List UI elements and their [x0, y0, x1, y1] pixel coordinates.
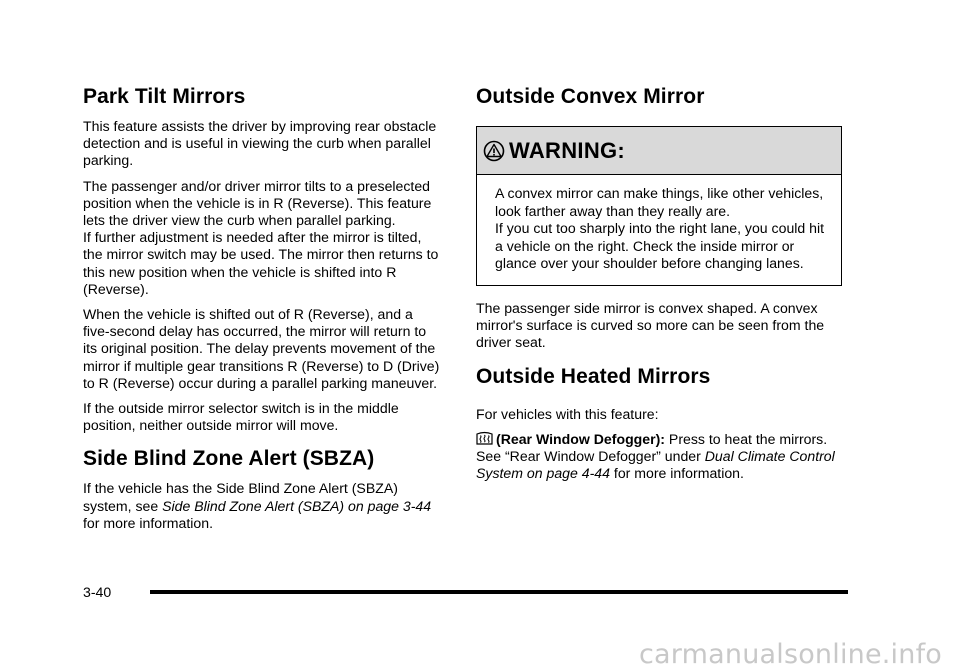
sbza-text-before: If the vehicle has the Side Blind Zone Alert (SBZA) system, see: [83, 480, 398, 514]
heated-heading: Outside Heated Mirrors: [476, 364, 711, 388]
sbza-paragraph: [83, 480, 443, 532]
heated-paragraph: [476, 431, 842, 483]
heated-intro: For vehicles with this feature:: [476, 405, 659, 422]
warning-line-2: If you cut too sharply into the right lane, you could hit a vehicle on the right. Check the inside mirror or glance over your shoulder before changing lanes.: [495, 220, 825, 272]
defogger-label: (Rear Window Defogger):: [496, 430, 665, 447]
sbza-text-after: for more information.: [83, 514, 214, 531]
footer-rule: [150, 590, 848, 594]
watermark: carmanualsonline.info: [639, 639, 942, 670]
warning-title: WARNING:: [509, 137, 626, 163]
rear-window-defogger-icon: [476, 431, 493, 446]
warning-header: [477, 127, 841, 175]
sbza-page-link[interactable]: Side Blind Zone Alert (SBZA) on page 3-44: [162, 497, 432, 514]
park-tilt-paragraph-2a: The passenger and/or driver mirror tilts to a preselected position when the vehicle is in R (Reverse). This feature lets the driver view the curb when parallel parking.: [83, 177, 432, 229]
warning-body: [477, 175, 841, 285]
sbza-heading: Side Blind Zone Alert (SBZA): [83, 447, 375, 471]
convex-heading: Outside Convex Mirror: [476, 85, 705, 108]
park-tilt-paragraph-2b: If further adjustment is needed after the mirror is tilted, the mirror switch may be used. The mirror then returns to this new position when the vehicle is shifted into R (Reverse).: [83, 229, 439, 297]
right-column: [476, 84, 842, 490]
climate-control-page-link[interactable]: Dual Climate Control System on page 4-44: [476, 447, 835, 482]
convex-body: The passenger side mirror is convex shaped. A convex mirror's surface is curved so more can be seen from the driver seat.: [476, 299, 825, 351]
heated-text-after: for more information.: [609, 465, 744, 482]
heated-text-before: Press to heat the mirrors. See “Rear Window Defogger” under: [476, 430, 828, 464]
park-tilt-heading: Park Tilt Mirrors: [83, 85, 246, 108]
page-number: 3-40: [83, 584, 112, 600]
warning-line-1: A convex mirror can make things, like other vehicles, look farther away than they really are.: [495, 185, 824, 219]
warning-box: [476, 126, 842, 286]
park-tilt-paragraph-3: When the vehicle is shifted out of R (Reverse), and a five-second delay has occurred, the mirror will return to its original position. The delay prevents movement of the mirror if multiple gear transitions R (Reverse) to D (Drive) to R (Reverse) occur during a parallel parking maneuver.: [83, 306, 440, 391]
park-tilt-paragraph-1: This feature assists the driver by improving rear obstacle detection and is useful in viewing the curb when parallel parking.: [83, 118, 437, 169]
warning-triangle-icon: [483, 140, 505, 162]
left-column: [83, 84, 443, 540]
park-tilt-paragraph-4: If the outside mirror selector switch is in the middle position, neither outside mirror will move.: [83, 400, 399, 434]
park-tilt-paragraph-2: [83, 178, 443, 298]
